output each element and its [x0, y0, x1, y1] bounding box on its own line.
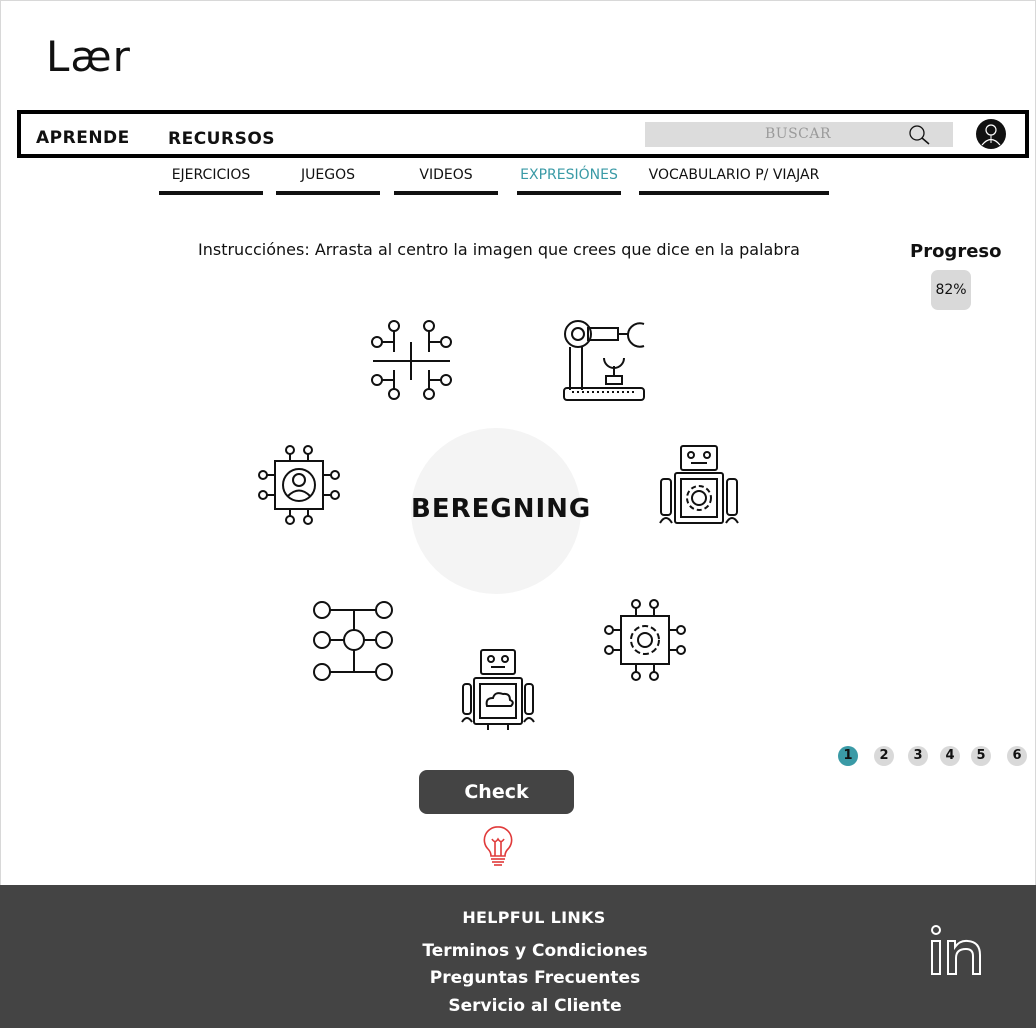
- page-5-button[interactable]: 5: [971, 746, 991, 766]
- search-input[interactable]: [645, 122, 953, 147]
- nav-recursos[interactable]: RECURSOS: [168, 129, 276, 149]
- footer: [0, 885, 1036, 1028]
- tab-juegos[interactable]: JUEGOS: [276, 165, 380, 195]
- drop-target[interactable]: [411, 428, 592, 594]
- instructions-text: Instrucciónes: Arrasta al centro la imagen que crees que dice en la palabra: [198, 240, 800, 259]
- page-6-button[interactable]: 6: [1007, 746, 1027, 766]
- robot-arm-icon[interactable]: [562, 318, 648, 404]
- tab-videos[interactable]: VIDEOS: [394, 165, 498, 195]
- footer-link-terminos[interactable]: Terminos y Condiciones: [422, 941, 648, 961]
- footer-link-servicio[interactable]: Servicio al Cliente: [448, 996, 622, 1016]
- footer-title: HELPFUL LINKS: [462, 908, 606, 927]
- page-1-button[interactable]: 1: [838, 746, 858, 766]
- check-button[interactable]: Check: [419, 770, 574, 814]
- search-icon[interactable]: [907, 124, 931, 146]
- tab-vocabulario[interactable]: VOCABULARIO P/ VIAJAR: [639, 165, 829, 195]
- robot-gear-icon[interactable]: [657, 443, 743, 529]
- footer-link-preguntas[interactable]: Preguntas Frecuentes: [429, 968, 641, 988]
- nav-aprende[interactable]: APRENDE: [36, 128, 130, 148]
- page-2-button[interactable]: 2: [874, 746, 894, 766]
- main-navbar: [17, 110, 1029, 158]
- search-placeholder: BUSCAR: [765, 126, 832, 142]
- chip-user-icon[interactable]: [257, 443, 343, 529]
- tab-ejercicios[interactable]: EJERCICIOS: [159, 165, 263, 195]
- tab-expresiones[interactable]: EXPRESIÓNES: [517, 165, 621, 195]
- logo[interactable]: Lær: [46, 32, 131, 81]
- network-tree-icon[interactable]: [368, 318, 454, 404]
- target-word: BEREGNING: [411, 494, 592, 524]
- progress-title: Progreso: [910, 241, 1002, 262]
- page-3-button[interactable]: 3: [908, 746, 928, 766]
- progress-badge: 82%: [931, 270, 971, 310]
- user-avatar-icon[interactable]: [976, 119, 1006, 149]
- chip-gear-icon[interactable]: [603, 598, 689, 684]
- robot-cloud-icon[interactable]: [460, 648, 536, 732]
- linkedin-icon[interactable]: [928, 925, 984, 977]
- flowchart-icon[interactable]: [310, 598, 396, 684]
- page-4-button[interactable]: 4: [940, 746, 960, 766]
- lightbulb-hint-icon[interactable]: [482, 825, 514, 867]
